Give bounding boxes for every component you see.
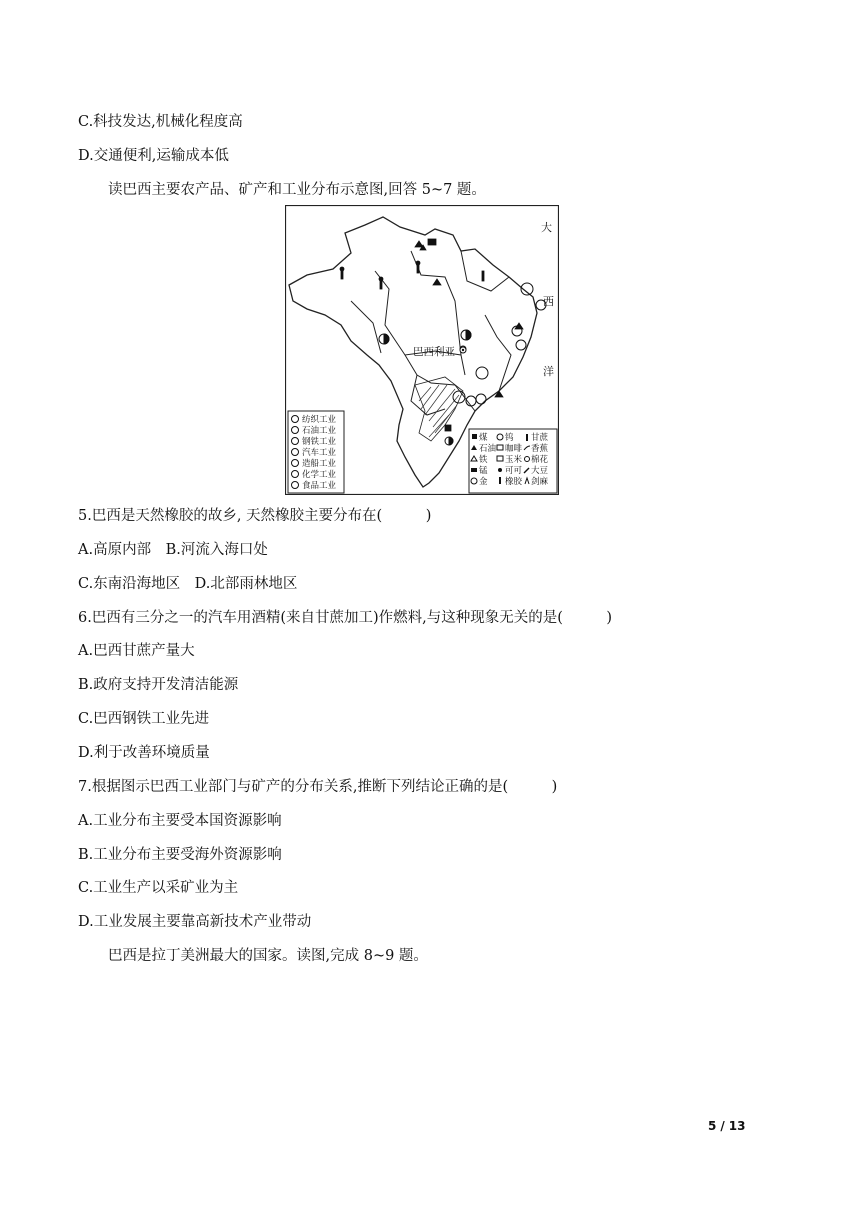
legend-resource-cotton: 棉花	[531, 455, 549, 465]
legend-resource-coffee: 咖啡	[505, 444, 523, 454]
question-7-option-c: C.工业生产以采矿业为主	[78, 880, 239, 896]
question-6-option-b: B.政府支持开发清洁能源	[78, 677, 239, 693]
legend-industry-3: 汽车工业	[302, 448, 337, 458]
question-7-stem: 7.根据图示巴西工业部门与矿产的分布关系,推断下列结论正确的是( )	[78, 779, 558, 795]
legend-resource-iron: 铁	[479, 455, 488, 465]
legend-resource-sisal: 剑麻	[531, 477, 549, 487]
ocean-label-3: 洋	[543, 365, 554, 378]
intro-questions-5-7: 读巴西主要农产品、矿产和工业分布示意图,回答 5~7 题。	[108, 182, 486, 198]
legend-resource-tungsten: 钨	[505, 433, 514, 443]
question-7-option-d: D.工业发展主要靠高新技术产业带动	[78, 914, 312, 930]
legend-resource-coal: 煤	[479, 433, 488, 443]
legend-resource-gold: 金	[479, 477, 488, 487]
legend-industry-0: 纺织工业	[302, 415, 337, 425]
question-5-stem: 5.巴西是天然橡胶的故乡, 天然橡胶主要分布在( )	[78, 508, 432, 524]
ocean-label-1: 大	[541, 221, 552, 234]
question-6-stem: 6.巴西有三分之一的汽车用酒精(来自甘蔗加工)作燃料,与这种现象无关的是( )	[78, 610, 613, 626]
legend-industry-2: 钢铁工业	[302, 437, 337, 447]
page-separator: /	[720, 1119, 725, 1133]
legend-resource-corn: 玉米	[505, 455, 523, 465]
intro-questions-8-9: 巴西是拉丁美洲最大的国家。读图,完成 8~9 题。	[108, 948, 428, 964]
legend-resource-cocoa: 可可	[505, 466, 523, 476]
brazil-distribution-map	[285, 205, 559, 495]
legend-resource-banana: 香蕉	[531, 444, 549, 454]
question-7-option-a: A.工业分布主要受本国资源影响	[78, 813, 282, 829]
option-c-previous: C.科技发达,机械化程度高	[78, 114, 243, 130]
question-6-option-d: D.利于改善环境质量	[78, 745, 210, 761]
legend-resource-manganese: 锰	[479, 466, 488, 476]
question-7-option-b: B.工业分布主要受海外资源影响	[78, 847, 282, 863]
page-total: 13	[728, 1119, 746, 1133]
page-number	[706, 1119, 747, 1133]
ocean-label-2: 西	[543, 295, 554, 308]
question-6-option-a: A.巴西甘蔗产量大	[78, 643, 195, 659]
capital-label: 巴西利亚	[413, 346, 455, 358]
legend-industry-6: 食品工业	[302, 481, 337, 491]
legend-industry-4: 造船工业	[302, 459, 337, 469]
legend-resource-sugarcane: 甘蔗	[531, 433, 549, 443]
legend-industry-5: 化学工业	[302, 470, 337, 480]
page-current: 5	[708, 1119, 717, 1133]
option-d-previous: D.交通便利,运输成本低	[78, 148, 229, 164]
legend-resource-rubber: 橡胶	[505, 477, 523, 487]
question-6-option-c: C.巴西钢铁工业先进	[78, 711, 210, 727]
question-5-options-cd: C.东南沿海地区 D.北部雨林地区	[78, 576, 298, 592]
legend-resource-oil: 石油	[479, 444, 497, 454]
legend-industry-1: 石油工业	[302, 426, 337, 436]
question-5-options-ab: A.高原内部 B.河流入海口处	[78, 542, 268, 558]
legend-resource-soybean: 大豆	[531, 466, 549, 476]
